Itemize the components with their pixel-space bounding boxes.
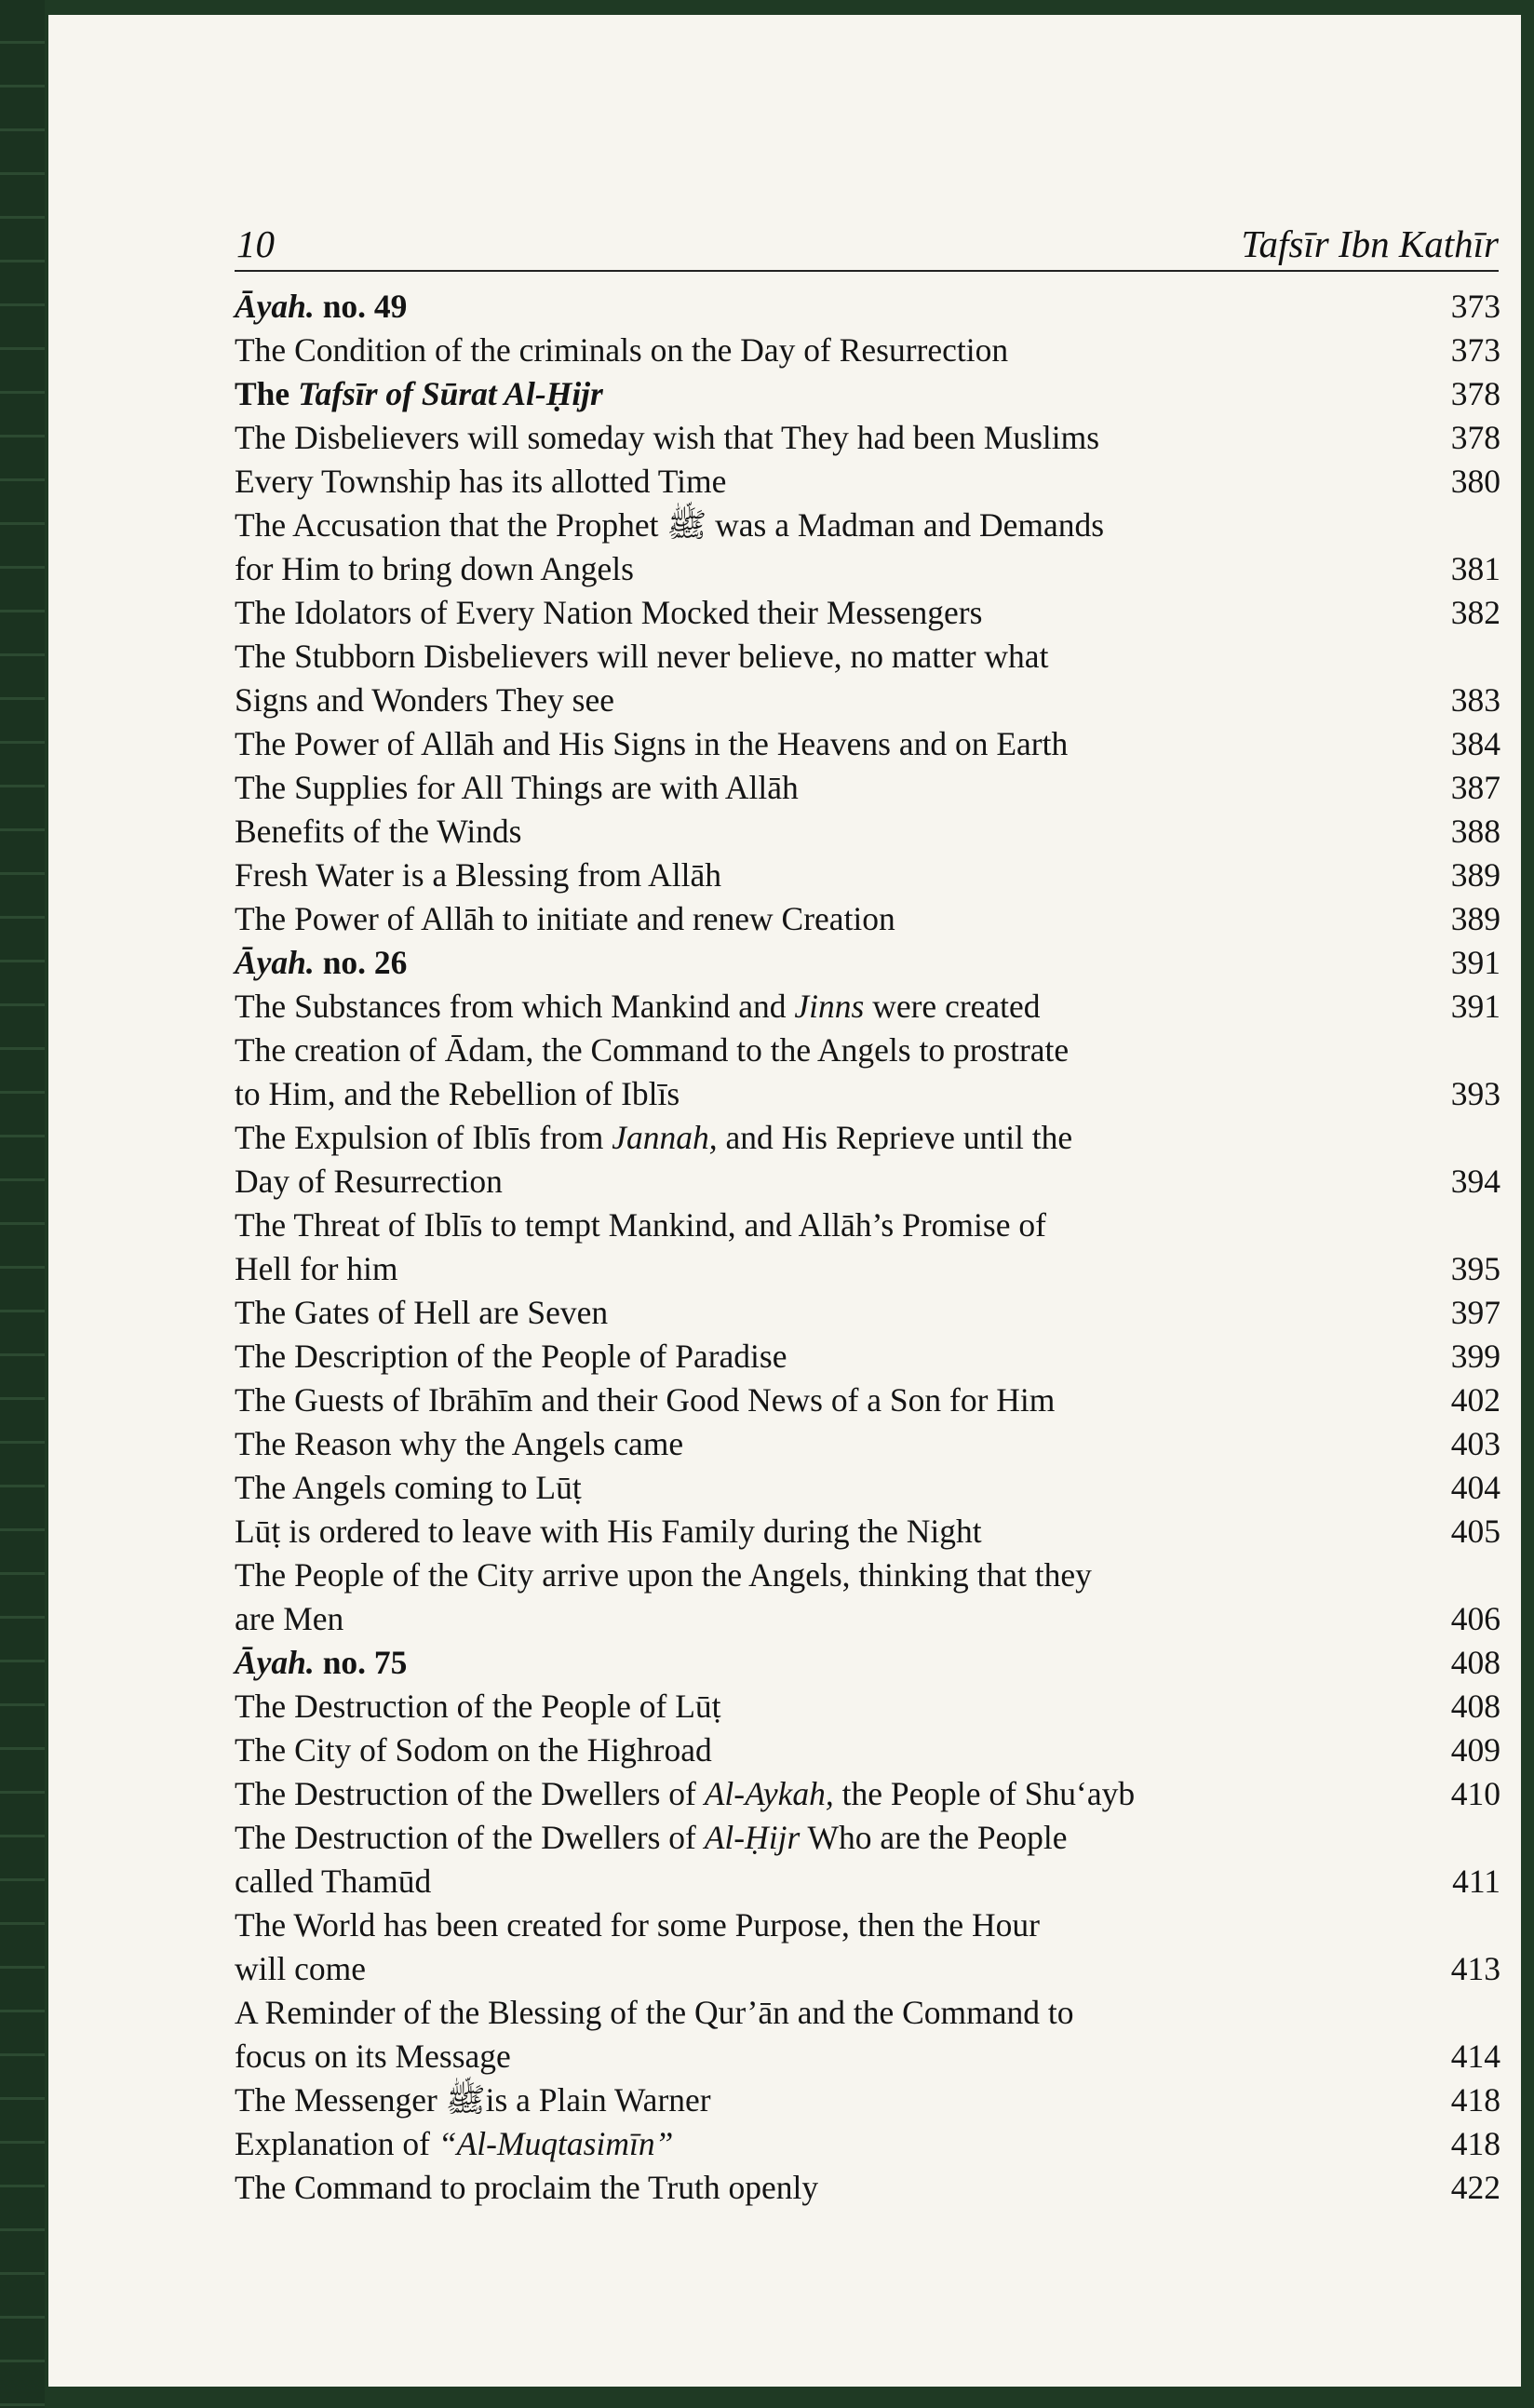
toc-entry-text-part: called Thamūd	[235, 1863, 432, 1900]
toc-page-number: 418	[1450, 2081, 1500, 2119]
toc-entry-title	[235, 1772, 1135, 1816]
toc-entry-text-part: The Messenger ﷺis a Plain Warner	[235, 2081, 711, 2119]
toc-entry-title	[235, 985, 1041, 1029]
toc-entry-text-part: The Guests of Ibrāhīm and their Good News of a Son for Him	[235, 1381, 1056, 1419]
toc-entry-title	[235, 2035, 511, 2078]
toc-entry-text-part: Signs and Wonders They see	[235, 681, 614, 719]
toc-entry-title	[235, 285, 407, 329]
toc-entry-row	[235, 635, 1500, 679]
toc-entry-text-part: will come	[235, 1950, 366, 1987]
toc-page-number: 402	[1450, 1381, 1500, 1419]
toc-page-number: 413	[1450, 1950, 1500, 1987]
toc-entry-row	[235, 1160, 1500, 1204]
toc-entry-text-part: no. 26	[314, 944, 408, 981]
toc-entry-text-part: The	[235, 375, 299, 412]
toc-page-number: 389	[1450, 856, 1500, 894]
toc-entry-row	[235, 897, 1500, 941]
toc-entry-text-part: Al-Aykah,	[704, 1775, 834, 1812]
toc-entry-title	[235, 679, 614, 722]
toc-entry-row	[235, 2122, 1500, 2166]
toc-entry-text-part: The Command to proclaim the Truth openly	[235, 2169, 819, 2206]
toc-entry-title	[235, 591, 982, 635]
ayah-heading-row	[235, 1641, 1500, 1685]
toc-entry-text-part: The Substances from which Mankind and	[235, 988, 795, 1025]
toc-entry-text-part: Āyah.	[235, 288, 315, 325]
toc-entry-title	[235, 1072, 680, 1116]
toc-entry-title	[235, 1860, 431, 1904]
toc-entry-text-part: Lūṭ is ordered to leave with His Family during the Night	[235, 1513, 982, 1550]
toc-entry-row	[235, 1729, 1500, 1772]
toc-entry-title	[235, 1597, 343, 1641]
toc-entry-title	[235, 1422, 683, 1466]
toc-entry-title	[235, 547, 634, 591]
toc-page-number: 395	[1450, 1250, 1500, 1287]
toc-entry-text-part: The Gates of Hell are Seven	[235, 1294, 609, 1331]
toc-entry-row	[235, 460, 1500, 504]
toc-entry-row	[235, 1991, 1500, 2035]
toc-entry-title	[235, 1116, 1072, 1160]
toc-page-number: 388	[1450, 813, 1500, 850]
toc-entry-row	[235, 1597, 1500, 1641]
toc-entry-text-part: The Description of the People of Paradise	[235, 1338, 787, 1375]
toc-page-number: 384	[1450, 725, 1500, 762]
page-number: 10	[236, 222, 275, 265]
toc-entry-text-part: A Reminder of the Blessing of the Qur’ān and the Command to	[235, 1994, 1074, 2031]
toc-entry-title	[235, 941, 407, 985]
toc-entry-row	[235, 1466, 1500, 1510]
toc-entry-title	[235, 329, 1008, 372]
toc-entry-text-part: “Al-Muqtasimīn”	[437, 2125, 674, 2162]
toc-entry-text-part: The Condition of the criminals on the Day of Resurrection	[235, 331, 1009, 369]
toc-entry-text-part: Fresh Water is a Blessing from Allāh	[235, 856, 722, 894]
toc-entry-title	[235, 766, 799, 810]
toc-entry-title	[235, 1335, 787, 1379]
toc-entry-row	[235, 1860, 1500, 1904]
page-header	[235, 214, 1499, 272]
toc-entry-row	[235, 854, 1500, 897]
toc-page-number: 391	[1450, 944, 1500, 981]
toc-entry-title	[235, 416, 1099, 460]
toc-entry-row	[235, 1204, 1500, 1247]
toc-entry-text-part: the People of Shu‘ayb	[833, 1775, 1136, 1812]
toc-entry-title	[235, 810, 522, 854]
toc-entry-title	[235, 1816, 1068, 1860]
toc-page-number: 380	[1450, 463, 1500, 500]
toc-entry-text-part: The Destruction of the Dwellers of	[235, 1775, 705, 1812]
toc-entry-text-part: Hell for him	[235, 1250, 398, 1287]
toc-page-number: 405	[1450, 1513, 1500, 1550]
toc-entry-text-part: no. 75	[314, 1644, 408, 1681]
toc-entry-title	[235, 372, 603, 416]
toc-page-number: 378	[1450, 419, 1500, 456]
toc-entry-row	[235, 547, 1500, 591]
toc-entry-title	[235, 1029, 1069, 1072]
toc-page-number: 391	[1450, 988, 1500, 1025]
book-binding	[0, 0, 45, 2408]
toc-page-number: 389	[1450, 900, 1500, 937]
toc-page-number: 394	[1450, 1163, 1500, 1200]
toc-entry-text-part: focus on its Message	[235, 2038, 511, 2075]
toc-entry-text-part: Who are the People	[800, 1819, 1068, 1856]
toc-entry-text-part: to Him, and the Rebellion of Iblīs	[235, 1075, 680, 1112]
toc-entry-text-part: The World has been created for some Purpose, then the Hour	[235, 1906, 1040, 1944]
toc-entry-text-part: The creation of Ādam, the Command to the Angels to prostrate	[235, 1031, 1070, 1069]
toc-entry-text-part: Al-Ḥijr	[704, 1819, 801, 1856]
surah-heading-row	[235, 372, 1500, 416]
toc-entry-text-part: The Destruction of the People of Lūṭ	[235, 1688, 721, 1725]
toc-entry-text-part: Āyah.	[235, 944, 315, 981]
toc-entry-title	[235, 1641, 407, 1685]
toc-entry-title	[235, 1510, 982, 1554]
toc-entry-title	[235, 1204, 1046, 1247]
toc-entry-title	[235, 504, 1104, 547]
toc-entry-text-part: Explanation of	[235, 2125, 438, 2162]
toc-entry-row	[235, 504, 1500, 547]
toc-entry-text-part: The Expulsion of Iblīs from	[235, 1119, 612, 1156]
toc-page-number: 373	[1450, 331, 1500, 369]
toc-entry-text-part: Jannah,	[612, 1119, 718, 1156]
toc-entry-row	[235, 2078, 1500, 2122]
toc-entry-row	[235, 1116, 1500, 1160]
toc-page-number: 414	[1450, 2038, 1500, 2075]
toc-entry-row	[235, 722, 1500, 766]
toc-page-number: 403	[1450, 1425, 1500, 1462]
toc-page-number: 399	[1450, 1338, 1500, 1375]
toc-page-number: 404	[1450, 1469, 1500, 1506]
toc-entry-row	[235, 2166, 1500, 2210]
toc-entry-title	[235, 897, 895, 941]
toc-entry-title	[235, 722, 1068, 766]
toc-entry-text-part: Day of Resurrection	[235, 1163, 503, 1200]
toc-entry-row	[235, 1029, 1500, 1072]
toc-entry-text-part: Tafsīr of Sūrat Al-Ḥijr	[298, 375, 603, 412]
toc-entry-title	[235, 1291, 608, 1335]
toc-entry-row	[235, 1379, 1500, 1422]
toc-page-number: 393	[1450, 1075, 1500, 1112]
toc-page-number: 381	[1450, 550, 1500, 587]
toc-entry-title	[235, 1947, 366, 1991]
toc-entry-text-part: The People of the City arrive upon the Angels, thinking that they	[235, 1556, 1092, 1594]
toc-entry-text-part: The Angels coming to Lūṭ	[235, 1469, 582, 1506]
toc-page-number: 387	[1450, 769, 1500, 806]
toc-entry-text-part: Jinns	[794, 988, 865, 1025]
toc-entry-row	[235, 1947, 1500, 1991]
toc-entry-title	[235, 854, 721, 897]
toc-entry-text-part: The Accusation that the Prophet ﷺ was a Madman and Demands	[235, 506, 1105, 544]
table-of-contents	[235, 285, 1500, 2210]
toc-entry-row	[235, 1816, 1500, 1860]
toc-entry-title	[235, 2122, 673, 2166]
toc-page-number: 409	[1450, 1731, 1500, 1769]
toc-entry-row	[235, 679, 1500, 722]
toc-entry-row	[235, 810, 1500, 854]
toc-page-number: 408	[1450, 1688, 1500, 1725]
toc-entry-row	[235, 1335, 1500, 1379]
toc-page-number: 373	[1450, 288, 1500, 325]
toc-entry-title	[235, 460, 726, 504]
toc-entry-title	[235, 2078, 711, 2122]
toc-entry-text-part: The Supplies for All Things are with Allāh	[235, 769, 799, 806]
toc-entry-row	[235, 1072, 1500, 1116]
toc-entry-row	[235, 416, 1500, 460]
toc-entry-text-part: no. 49	[314, 288, 408, 325]
toc-entry-text-part: Every Township has its allotted Time	[235, 463, 727, 500]
toc-entry-text-part: The City of Sodom on the Highroad	[235, 1731, 712, 1769]
toc-entry-title	[235, 1904, 1040, 1947]
toc-entry-text-part: Benefits of the Winds	[235, 813, 522, 850]
toc-page-number: 383	[1450, 681, 1500, 719]
toc-entry-text-part: The Idolators of Every Nation Mocked their Messengers	[235, 594, 983, 631]
toc-entry-row	[235, 766, 1500, 810]
toc-entry-title	[235, 1991, 1073, 2035]
toc-entry-row	[235, 1510, 1500, 1554]
toc-entry-row	[235, 1554, 1500, 1597]
toc-entry-row	[235, 985, 1500, 1029]
toc-entry-title	[235, 1466, 582, 1510]
toc-entry-row	[235, 1772, 1500, 1816]
toc-entry-row	[235, 329, 1500, 372]
ayah-heading-row	[235, 941, 1500, 985]
toc-entry-text-part: were created	[864, 988, 1041, 1025]
toc-entry-row	[235, 1685, 1500, 1729]
toc-entry-row	[235, 1291, 1500, 1335]
toc-entry-text-part: The Stubborn Disbelievers will never believe, no matter what	[235, 638, 1049, 675]
toc-entry-title	[235, 1379, 1055, 1422]
toc-page-number: 382	[1450, 594, 1500, 631]
toc-entry-title	[235, 1160, 503, 1204]
toc-entry-text-part: Āyah.	[235, 1644, 315, 1681]
toc-entry-title	[235, 1554, 1092, 1597]
toc-entry-text-part: The Power of Allāh and His Signs in the Heavens and on Earth	[235, 725, 1069, 762]
toc-page-number: 422	[1450, 2169, 1500, 2206]
toc-entry-text-part: The Disbelievers will someday wish that They had been Muslims	[235, 419, 1100, 456]
toc-entry-row	[235, 591, 1500, 635]
toc-entry-text-part: and His Reprieve until the	[717, 1119, 1073, 1156]
toc-entry-row	[235, 1422, 1500, 1466]
book-page	[48, 15, 1521, 2387]
toc-page-number: 411	[1452, 1863, 1500, 1900]
toc-page-number: 410	[1450, 1775, 1500, 1812]
toc-entry-row	[235, 2035, 1500, 2078]
toc-entry-text-part: The Threat of Iblīs to tempt Mankind, and Allāh’s Promise of	[235, 1206, 1046, 1244]
toc-entry-text-part: are Men	[235, 1600, 344, 1637]
toc-page-number: 378	[1450, 375, 1500, 412]
toc-entry-row	[235, 1904, 1500, 1947]
toc-entry-text-part: The Reason why the Angels came	[235, 1425, 684, 1462]
ayah-heading-row	[235, 285, 1500, 329]
toc-entry-title	[235, 635, 1048, 679]
toc-entry-row	[235, 1247, 1500, 1291]
toc-page-number: 418	[1450, 2125, 1500, 2162]
toc-page-number: 406	[1450, 1600, 1500, 1637]
toc-entry-title	[235, 2166, 818, 2210]
toc-entry-text-part: The Power of Allāh to initiate and renew Creation	[235, 900, 895, 937]
toc-page-number: 408	[1450, 1644, 1500, 1681]
toc-entry-title	[235, 1685, 721, 1729]
running-title: Tafsīr Ibn Kathīr	[1241, 222, 1499, 265]
toc-entry-title	[235, 1247, 398, 1291]
toc-page-number: 397	[1450, 1294, 1500, 1331]
toc-entry-title	[235, 1729, 712, 1772]
toc-entry-text-part: for Him to bring down Angels	[235, 550, 634, 587]
toc-entry-text-part: The Destruction of the Dwellers of	[235, 1819, 705, 1856]
